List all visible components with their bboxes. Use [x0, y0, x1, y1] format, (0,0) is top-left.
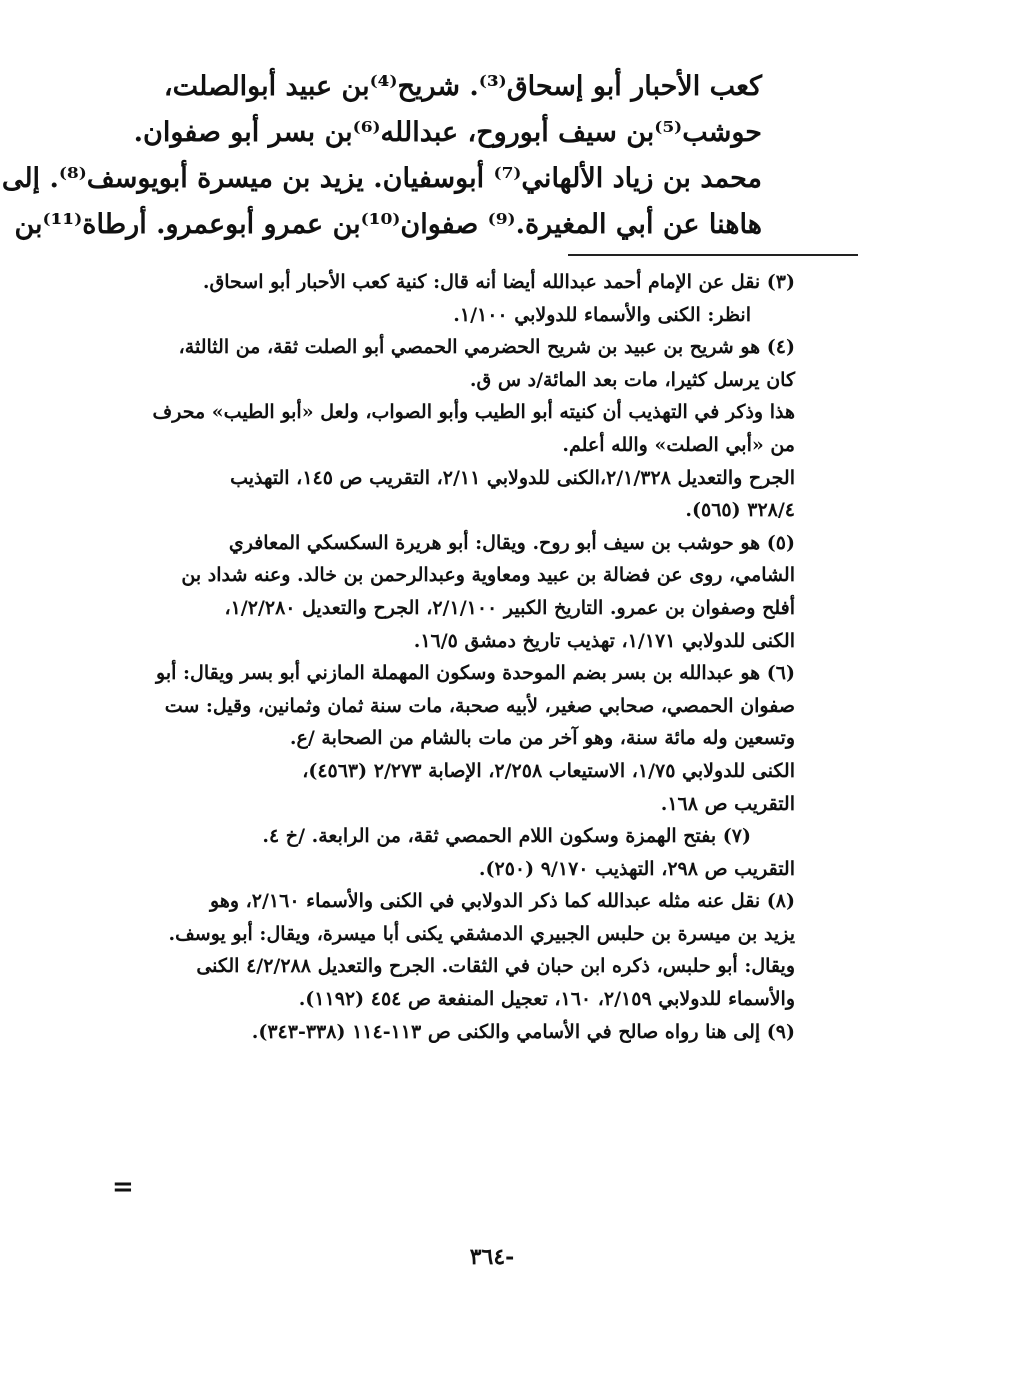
footnote-line: انظر: الكنى والأسماء للدولابي ١/١٠٠. — [453, 303, 751, 326]
main-text-line-2: حوشب⁽⁵⁾بن سيف أبوروح، عبدالله⁽⁶⁾بن بسر أبو صفوان. — [133, 117, 762, 148]
continuation-mark: = — [112, 1172, 134, 1202]
footnote-line: (٩) إلى هنا رواه صالح في الأسامي والكنى ص ١١٣-١١٤ (٣٣٨-٣٤٣). — [251, 1020, 795, 1043]
main-text-line-1: كعب الأحبار أبو إسحاق⁽³⁾. شريح⁽⁴⁾بن عبيد أبوالصلت، — [163, 71, 762, 102]
footnote-line: من «أبي الصلت» والله أعلم. — [562, 433, 795, 456]
footnote-line: هذا وذكر في التهذيب أن كنيته أبو الطيب وأبو الصواب، ولعل «أبو الطيب» محرف — [152, 401, 795, 424]
main-text-block — [1, 64, 762, 248]
footnote-line: الكنى للدولابي ١/١٧١، تهذيب تاريخ دمشق ١٦/٥. — [413, 629, 795, 652]
footnote-line: والأسماء للدولابي ٢/١٥٩، ١٦٠، تعجيل المنفعة ص ٤٥٤ (١١٩٢). — [298, 988, 795, 1011]
footnote-line: التقريب ص ١٦٨. — [660, 792, 795, 815]
page-number: -٣٦٤ — [469, 1244, 515, 1270]
footnote-line: ويقال: أبو حلبس، ذكره ابن حبان في الثقات. الجرح والتعديل ٤/٢/٢٨٨ الكنى — [196, 955, 795, 978]
main-text-line-3: محمد بن زياد الألهاني⁽⁷⁾ أبوسفيان. يزيد بن ميسرة أبويوسف⁽⁸⁾. إلى — [1, 163, 762, 194]
footnote-line: (٦) هو عبدالله بن بسر بضم الموحدة وسكون المهملة المازني أبو بسر ويقال: أبو — [156, 662, 795, 685]
footnote-line: أفلح وصفوان بن عمرو. التاريخ الكبير ٢/١/١٠٠، الجرح والتعديل ١/٢/٢٨٠، — [224, 596, 795, 619]
footnote-separator — [568, 254, 858, 256]
footnote-line: كان يرسل كثيرا، مات بعد المائة/د س ق. — [469, 368, 795, 391]
footnote-line: يزيد بن ميسرة بن حلبس الجبيري الدمشقي يكنى أبا ميسرة، ويقال: أبو يوسف. — [168, 922, 795, 945]
footnote-line: صفوان الحمصي، صحابي صغير، لأبيه صحبة، مات سنة ثمان وثمانين، وقيل: ست — [164, 694, 795, 717]
footnote-line: (٧) بفتح الهمزة وسكون اللام الحمصي ثقة، من الرابعة. /خ ٤. — [262, 825, 751, 848]
footnote-line: (٤) هو شريح بن عبيد بن شريح الحضرمي الحمصي أبو الصلت ثقة، من الثالثة، — [178, 336, 795, 359]
footnote-line: (٣) نقل عن الإمام أحمد عبدالله أيضا أنه قال: كنية كعب الأحبار أبو اسحاق. — [202, 271, 795, 293]
footnote-line: الكنى للدولابي ١/٧٥، الاستيعاب ٢/٢٥٨، الإصابة ٢/٢٧٣ (٤٥٦٣)، — [302, 759, 795, 782]
footnote-line: وتسعين وله مائة سنة، وهو آخر من مات بالشام من الصحابة /ع. — [289, 727, 795, 750]
footnote-line: ٣٢٨/٤ (٥٦٥). — [685, 499, 795, 522]
footnote-line: التقريب ص ٢٩٨، التهذيب ٩/١٧٠ (٢٥٠). — [478, 857, 795, 880]
footnote-line: (٨) نقل عنه مثله عبدالله كما ذكر الدولابي في الكنى والأسماء ٢/١٦٠، وهو — [210, 890, 795, 913]
main-text-line-4: هاهنا عن أبي المغيرة.⁽⁹⁾ صفوان⁽¹⁰⁾بن عمرو أبوعمرو. أرطاة⁽¹¹⁾بن — [14, 209, 762, 240]
footnotes-block — [135, 266, 795, 1048]
footnote-line: (٥) هو حوشب بن سيف أبو روح. ويقال: أبو هريرة السكسكي المعافري — [228, 531, 795, 554]
footnote-line: الجرح والتعديل ٢/١/٣٢٨،الكنى للدولابي ٢/١١، التقريب ص ١٤٥، التهذيب — [230, 466, 795, 489]
footnote-line: الشامي، روى عن فضالة بن عبيد ومعاوية وعبدالرحمن بن خالد. وعنه شداد بن — [181, 564, 795, 587]
